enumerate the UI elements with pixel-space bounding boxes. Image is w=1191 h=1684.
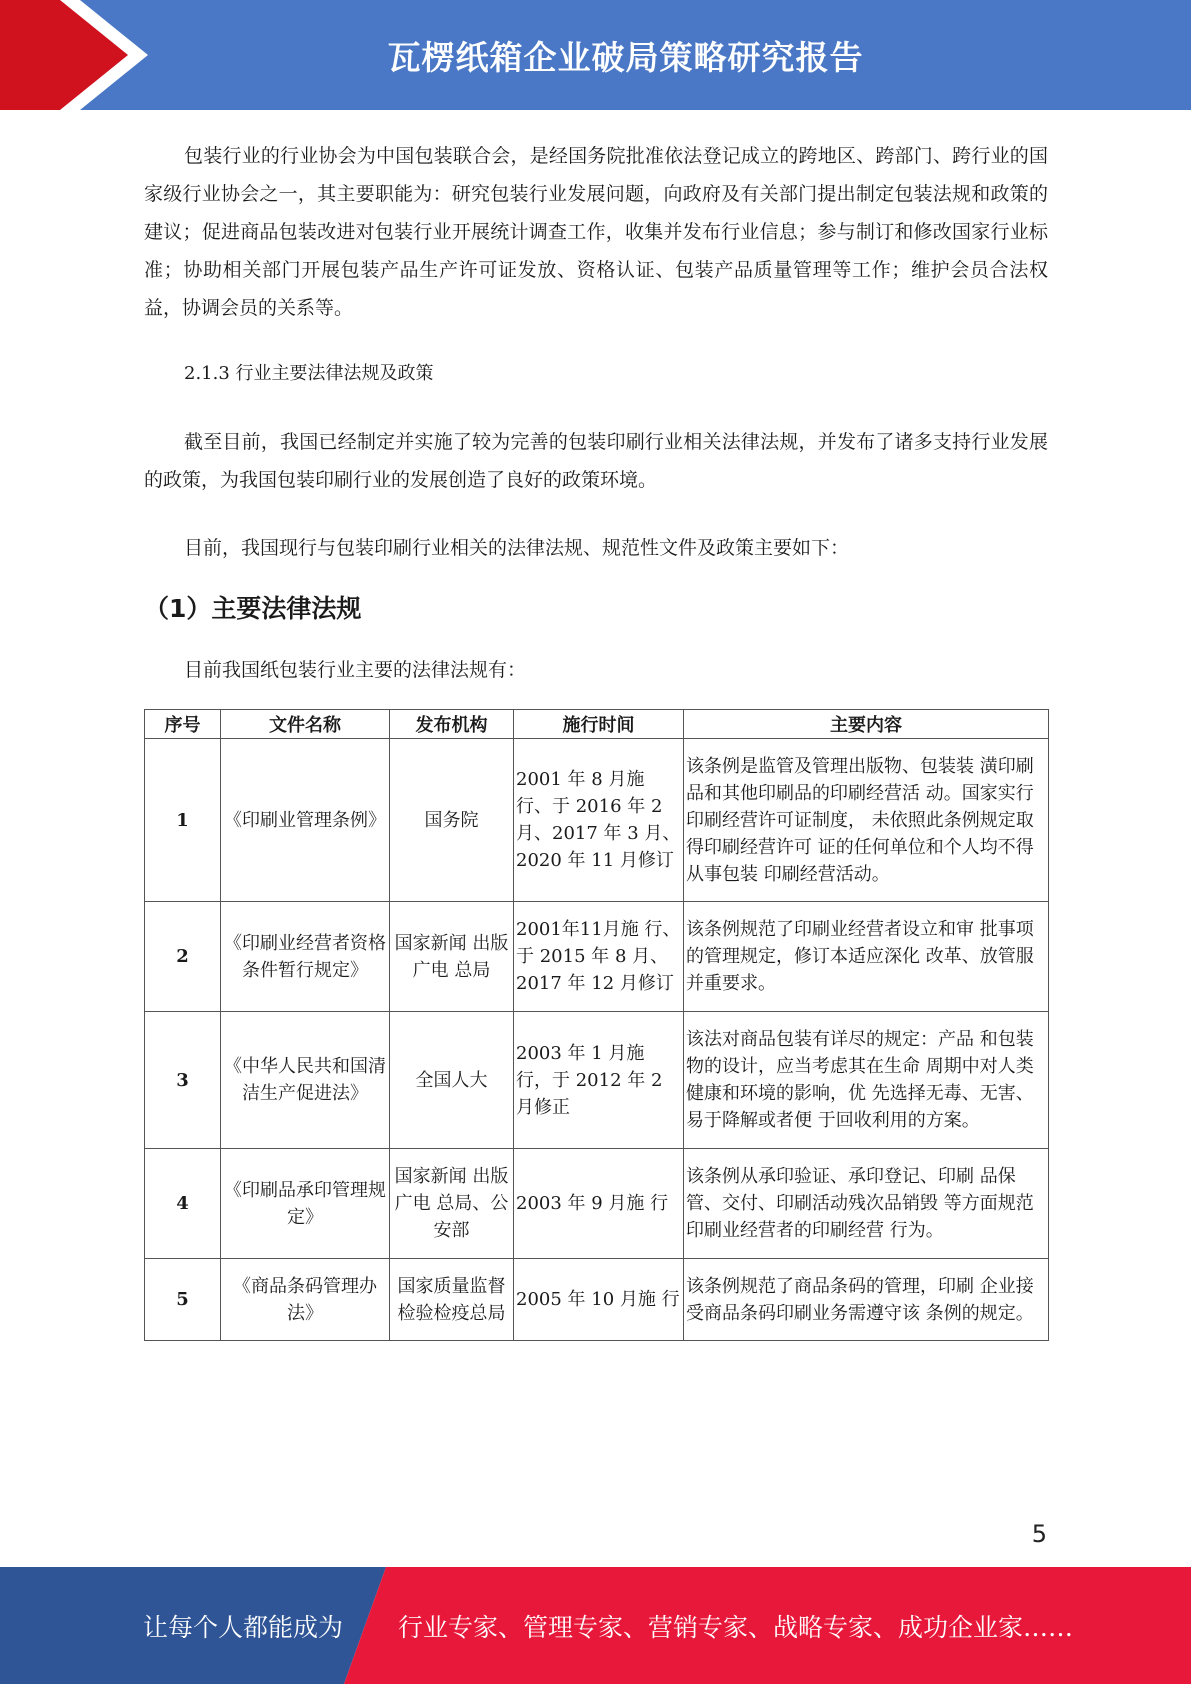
header-content: 主要内容 [684,710,1049,739]
table-row [145,1012,1049,1149]
paragraph-policy-overview: 截至目前，我国已经制定并实施了较为完善的包装印刷行业相关法律法规，并发布了诸多支持行业发展的政策，为我国包装印刷行业的发展创造了良好的政策环境。 [144,431,1048,491]
paragraph-laws-intro: 目前我国纸包装行业主要的法律法规有： [184,659,527,681]
cell-org: 国家新闻 出版广电 总局、公 安部 [390,1149,514,1259]
main-content [144,130,1048,1341]
cell-no: 2 [145,902,221,1012]
cell-date: 2005 年 10 月施 行 [514,1259,684,1341]
cell-no: 1 [145,739,221,902]
cell-date: 2001 年 8 月施 行、于 2016 年 2 月、2017 年 3 月、2020 年 11 月修订 [514,739,684,902]
subsection-title: 2.1.3 行业主要法律法规及政策 [184,363,434,384]
cell-no: 3 [145,1012,221,1149]
table-row [145,1149,1049,1259]
report-title: 瓦楞纸箱企业破局策略研究报告 [387,37,864,77]
cell-date: 2003 年 1 月施 行，于 2012 年 2 月修正 [514,1012,684,1149]
cell-name: 《印刷业经营者资格条件暂行规定》 [221,902,390,1012]
table-header-row [145,710,1049,739]
footer-slogan-right: 行业专家、管理专家、营销专家、战略专家、成功企业家…… [398,1612,1074,1642]
page-number: 5 [1031,1520,1047,1548]
laws-table [144,709,1049,1341]
cell-name: 《中华人民共和国清洁生产促进法》 [221,1012,390,1149]
cell-content: 该条例规范了印刷业经营者设立和审 批事项的管理规定，修订本适应深化 改革、放管服并重要求。 [684,902,1049,1012]
footer-slogan-left: 让每个人都能成为 [143,1612,344,1642]
cell-no: 5 [145,1259,221,1341]
cell-date: 2003 年 9 月施 行 [514,1149,684,1259]
paragraph-association: 包装行业的行业协会为中国包装联合会，是经国务院批准依法登记成立的跨地区、跨部门、跨行业的国家级行业协会之一，其主要职能为：研究包装行业发展问题，向政府及有关部门提出制定包装法规和政策的建议；促进商品包装改进对包装行业开展统计调查工作，收集并发布行业信息；参与制订和修改国家行业标准；协助相关部门开展包装产品生产许可证发放、资格认证、包装产品质量管理等工作；维护会员合法权益，协调会员的关系等。 [144,145,1048,319]
paragraph-policy-list-intro: 目前，我国现行与包装印刷行业相关的法律法规、规范性文件及政策主要如下： [184,537,850,559]
header-no: 序号 [145,710,221,739]
header-date: 施行时间 [514,710,684,739]
cell-name: 《商品条码管理办法》 [221,1259,390,1341]
cell-date: 2001年11月施 行、于 2015 年 8 月、2017 年 12 月修订 [514,902,684,1012]
table-row [145,1259,1049,1341]
cell-org: 国家新闻 出版广电 总局 [390,902,514,1012]
cell-name: 《印刷品承印管理规定》 [221,1149,390,1259]
page-footer [0,1567,1191,1684]
cell-org: 国务院 [390,739,514,902]
header-org: 发布机构 [390,710,514,739]
table-row [145,902,1049,1012]
page-header [0,0,1191,110]
cell-no: 4 [145,1149,221,1259]
cell-content: 该条例从承印验证、承印登记、印刷 品保管、交付、印刷活动残次品销毁 等方面规范印刷业经营者的印刷经营 行为。 [684,1149,1049,1259]
cell-name: 《印刷业管理条例》 [221,739,390,902]
table-row [145,739,1049,902]
cell-content: 该法对商品包装有详尽的规定：产品 和包装物的设计，应当考虑其在生命 周期中对人类健康和环境的影响，优 先选择无毒、无害、易于降解或者便 于回收利用的方案。 [684,1012,1049,1149]
cell-content: 该条例是监管及管理出版物、包装装 潢印刷品和其他印刷品的印刷经营活 动。国家实行印刷经营许可证制度， 未依照此条例规定取得印刷经营许可 证的任何单位和个人均不得从事包装 印刷经营活动。 [684,739,1049,902]
header-name: 文件名称 [221,710,390,739]
cell-org: 全国人大 [390,1012,514,1149]
cell-org: 国家质量监督检验检疫总局 [390,1259,514,1341]
cell-content: 该条例规范了商品条码的管理，印刷 企业接受商品条码印刷业务需遵守该 条例的规定。 [684,1259,1049,1341]
section-heading-laws: （1）主要法律法规 [144,594,362,623]
